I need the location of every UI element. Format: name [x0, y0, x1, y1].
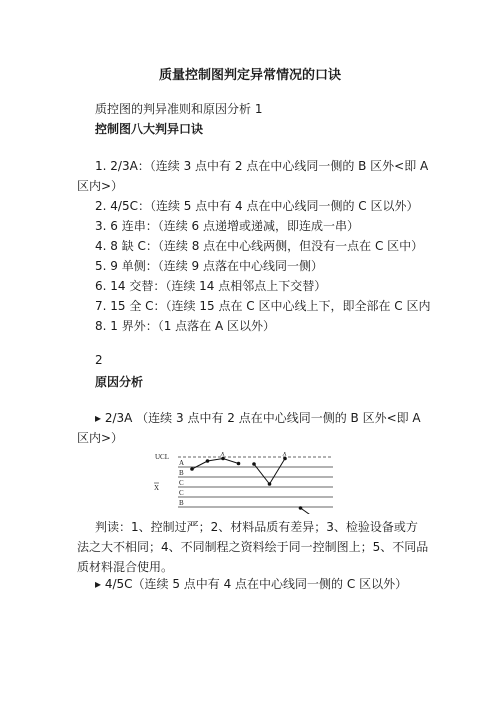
zone-label: B — [179, 499, 184, 507]
data-point — [190, 467, 194, 471]
rule-item: 7. 15 全 C：（连续 15 点在 C 区中心线上下，即全部在 C 区内 — [95, 299, 431, 313]
analysis-item-header: ▸ 4/5C（连续 5 点中有 4 点在中心线同一侧的 C 区以外） — [95, 577, 408, 591]
document-subtitle: 质控图的判异准则和原因分析 1 — [95, 102, 263, 116]
zone-label: B — [179, 469, 184, 477]
data-point — [206, 459, 210, 463]
ucl-label: UCL — [155, 453, 169, 461]
data-point — [299, 506, 303, 510]
series-line — [192, 459, 239, 470]
rule-item: 4. 8 缺 C：（连续 8 点在中心线两侧，但没有一点在 C 区中） — [95, 239, 424, 253]
rule-item-continuation: 区内>） — [77, 179, 124, 193]
zone-label: C — [179, 489, 184, 497]
rule-item: 5. 9 单侧：（连续 9 点落在中心线同一侧） — [95, 259, 323, 273]
document-title: 质量控制图判定异常情况的口诀 — [158, 68, 341, 83]
zone-label: A — [179, 459, 185, 467]
marked-point-label: X — [220, 452, 225, 458]
data-point — [237, 462, 241, 466]
control-chart — [150, 452, 340, 514]
analysis-judgement: 判读：1、控制过严；2、材料品质有差异；3、检验设备或方法之大不相同；4、不同制程之资料绘于同一控制图上；5、不同品质材料混合使用。 — [77, 520, 429, 574]
data-point — [268, 482, 272, 486]
zone-label: C — [179, 479, 184, 487]
rule-item: 8. 1 界外：（1 点落在 A 区以外） — [95, 319, 276, 333]
series-line — [254, 459, 285, 485]
rule-item: 2. 4/5C：（连续 5 点中有 4 点在中心线同一侧的 C 区以外） — [95, 199, 419, 213]
data-point — [252, 462, 256, 466]
xbar-label: X — [154, 484, 160, 492]
rule-item: 3. 6 连串：（连续 6 点递增或递减，即连成一串） — [95, 219, 359, 233]
marked-point-label: X — [282, 452, 287, 458]
section-heading-rules: 控制图八大判异口诀 — [95, 122, 204, 136]
rule-item: 6. 14 交替：（连续 14 点相邻点上下交替） — [95, 279, 327, 293]
series-line — [301, 508, 317, 514]
section-number: 2 — [95, 353, 103, 367]
analysis-item-header: ▸ 2/3A （连续 3 点中有 2 点在中心线同一侧的 B 区外<即 A 区内>） — [77, 411, 421, 445]
rule-item: 1. 2/3A：（连续 3 点中有 2 点在中心线同一侧的 B 区外<即 A — [95, 159, 429, 173]
chart-marks — [190, 452, 316, 514]
section-heading-analysis: 原因分析 — [95, 375, 144, 389]
